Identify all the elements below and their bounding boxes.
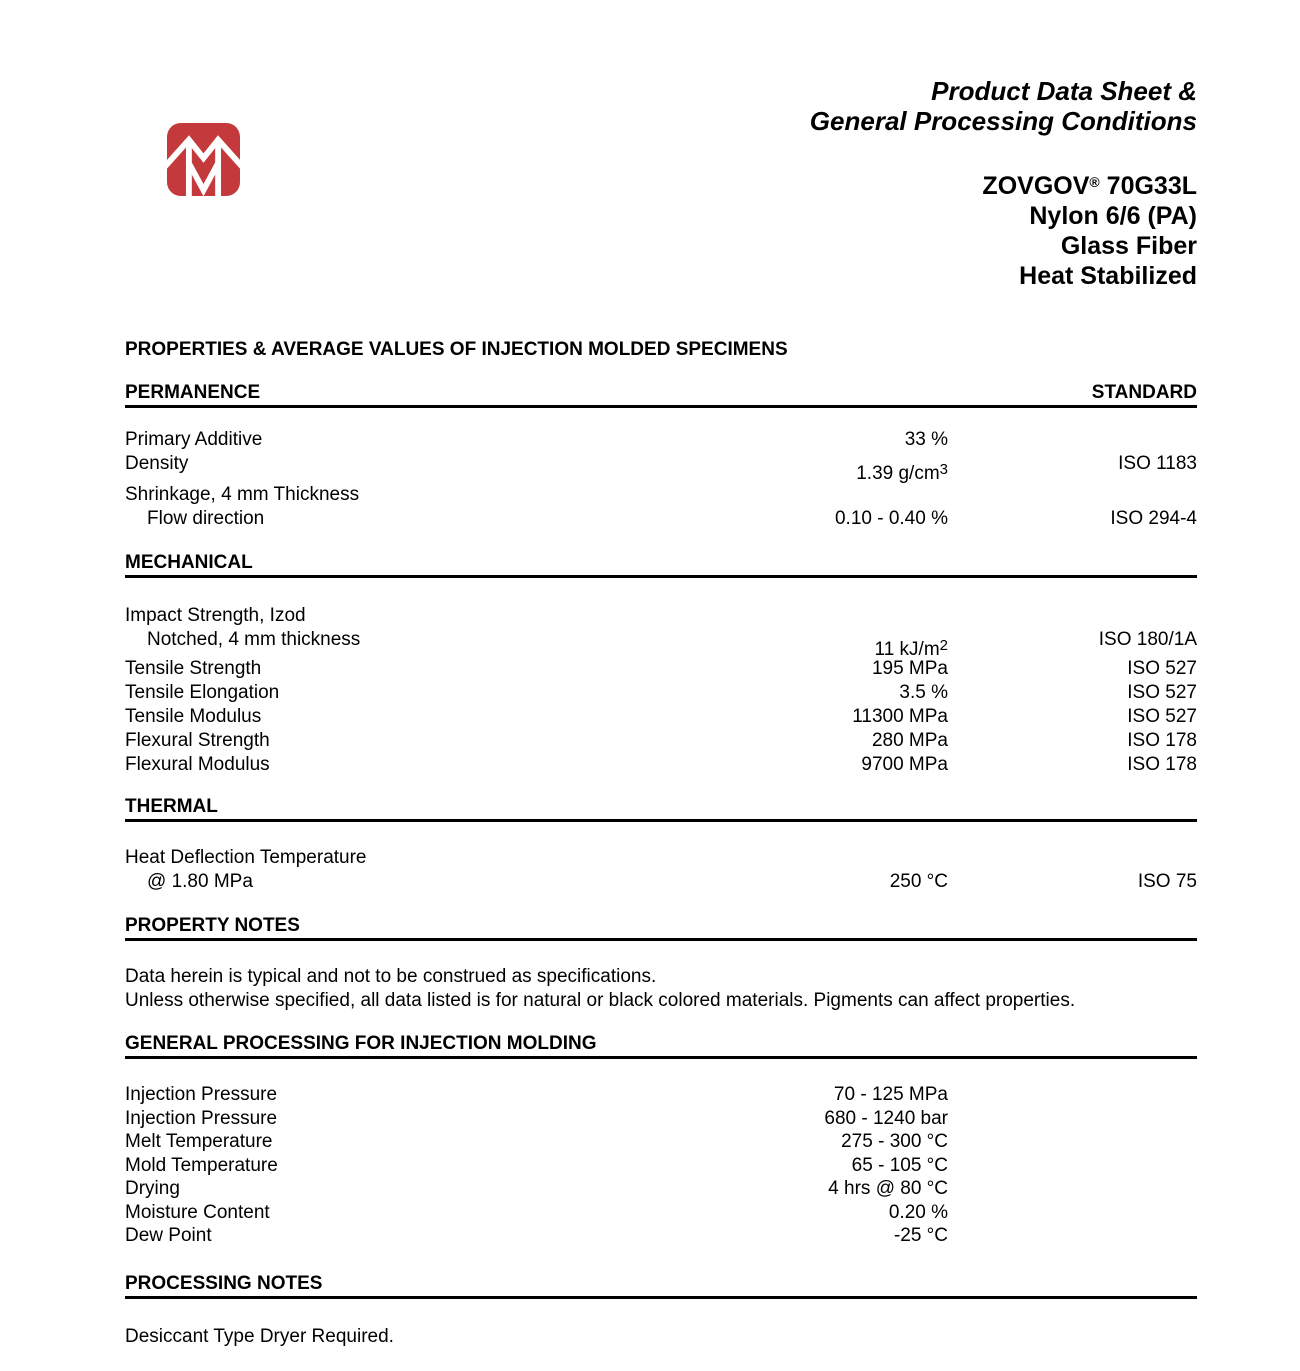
section-title-property-notes: PROPERTY NOTES (125, 915, 300, 936)
property-row (125, 753, 1197, 777)
property-value: 9700 MPa (861, 754, 948, 775)
section-title-processing: GENERAL PROCESSING FOR INJECTION MOLDING (125, 1033, 597, 1054)
property-label: Tensile Modulus (125, 706, 262, 727)
product-material: Nylon 6/6 (PA) (1029, 202, 1197, 230)
processing-rows (125, 1083, 1197, 1248)
property-row (125, 628, 1197, 660)
property-label: Shrinkage, 4 mm Thickness (125, 484, 360, 505)
processing-label: Drying (125, 1178, 180, 1199)
product-filler: Glass Fiber (1060, 232, 1197, 260)
processing-row (125, 1201, 1197, 1225)
superscript: 3 (939, 461, 948, 478)
property-row (125, 428, 1197, 452)
property-standard: ISO 178 (1127, 730, 1197, 751)
header (125, 0, 1197, 339)
property-standard: ISO 178 (1127, 754, 1197, 775)
permanence-rows (125, 428, 1197, 531)
document-title (810, 76, 1197, 136)
processing-label: Melt Temperature (125, 1131, 273, 1152)
processing-value: 0.20 % (888, 1201, 948, 1223)
note-line: Unless otherwise specified, all data listed is for natural or black colored materials. Pigments can affect properties. (125, 990, 1076, 1011)
processing-row (125, 1083, 1197, 1107)
section-property-notes (125, 916, 1197, 1013)
product-grade: 70G33L (1099, 172, 1197, 200)
processing-row (125, 1154, 1197, 1178)
property-standard: ISO 527 (1127, 682, 1197, 703)
processing-row (125, 1107, 1197, 1131)
property-notes-text (125, 965, 1197, 1013)
property-label: Tensile Strength (125, 658, 262, 679)
property-label: Tensile Elongation (125, 682, 280, 703)
property-value: 11300 MPa (852, 706, 948, 727)
property-label: Notched, 4 mm thickness (147, 629, 361, 650)
property-standard: ISO 527 (1127, 706, 1197, 727)
mm-monogram-icon (167, 122, 240, 197)
property-notes-header (125, 916, 1197, 941)
processing-label: Injection Pressure (125, 1107, 278, 1129)
processing-label: Dew Point (125, 1225, 212, 1246)
permanence-section-header (125, 383, 1197, 408)
product-name (810, 167, 1197, 201)
document-title-line1: Product Data Sheet & (931, 76, 1197, 106)
property-value: 280 MPa (871, 730, 948, 751)
processing-notes-text (125, 1325, 1197, 1349)
property-label: Flexural Strength (125, 730, 270, 751)
section-processing-notes (125, 1274, 1197, 1349)
properties-heading: PROPERTIES & AVERAGE VALUES OF INJECTION MOLDED SPECIMENS (125, 339, 788, 360)
processing-row (125, 1224, 1197, 1248)
processing-value: 4 hrs @ 80 °C (828, 1178, 948, 1199)
property-group-row (125, 604, 1197, 628)
property-group-row (125, 846, 1197, 870)
property-row (125, 507, 1197, 531)
property-value: 0.10 - 0.40 % (834, 508, 948, 529)
processing-value: 680 - 1240 bar (824, 1107, 948, 1129)
section-title-mechanical: MECHANICAL (125, 552, 253, 573)
processing-label: Moisture Content (125, 1201, 270, 1223)
property-row (125, 729, 1197, 753)
property-group-row (125, 483, 1197, 507)
standard-column-header: STANDARD (1091, 382, 1197, 403)
document-title-line2: General Processing Conditions (809, 106, 1197, 136)
thermal-section-header (125, 797, 1197, 822)
property-label: Heat Deflection Temperature (125, 847, 367, 868)
processing-value: 65 - 105 °C (851, 1154, 948, 1176)
page-content (125, 0, 1197, 1349)
processing-section-header (125, 1034, 1197, 1059)
mechanical-section-header (125, 553, 1197, 578)
property-standard: ISO 527 (1127, 658, 1197, 679)
property-row (125, 681, 1197, 705)
property-label: Density (125, 453, 189, 474)
processing-value: -25 °C (893, 1225, 948, 1246)
thermal-rows (125, 846, 1197, 894)
processing-value: 275 - 300 °C (841, 1131, 948, 1152)
processing-label: Mold Temperature (125, 1154, 278, 1176)
section-mechanical (125, 553, 1197, 777)
property-value: 3.5 % (899, 682, 948, 703)
section-processing (125, 1034, 1197, 1248)
company-logo (167, 122, 240, 197)
property-standard: ISO 294-4 (1110, 508, 1197, 529)
property-value: 195 MPa (871, 658, 948, 679)
property-row (125, 705, 1197, 729)
processing-label: Injection Pressure (125, 1084, 278, 1105)
product-brand: ZOVGOV (982, 172, 1090, 200)
property-label: Primary Additive (125, 429, 263, 450)
property-row (125, 870, 1197, 894)
processing-row (125, 1177, 1197, 1201)
processing-row (125, 1130, 1197, 1154)
section-title-permanence: PERMANENCE (125, 382, 261, 403)
superscript: 2 (939, 637, 948, 654)
section-permanence (125, 383, 1197, 531)
note-line: Data herein is typical and not to be construed as specifications. (125, 966, 657, 987)
property-row (125, 452, 1197, 484)
note-line: Desiccant Type Dryer Required. (125, 1325, 394, 1347)
property-label: @ 1.80 MPa (147, 871, 253, 892)
property-value: 1.39 $g/cm^3$ (856, 461, 948, 484)
property-value: 33 % (904, 429, 948, 450)
property-label: Flexural Modulus (125, 754, 270, 775)
property-value: 11 $kJ/m^2$ (874, 637, 948, 660)
property-standard: ISO 1183 (1118, 453, 1197, 474)
mechanical-rows (125, 604, 1197, 777)
property-standard: ISO 75 (1137, 871, 1197, 892)
property-row (125, 657, 1197, 681)
processing-value: 70 - 125 MPa (833, 1084, 948, 1105)
section-title-processing-notes: PROCESSING NOTES (125, 1272, 323, 1294)
registered-trademark-symbol: ® (1089, 174, 1100, 190)
property-standard: ISO 180/1A (1098, 629, 1197, 650)
section-thermal (125, 797, 1197, 894)
header-text (810, 76, 1197, 291)
property-label: Flow direction (147, 508, 265, 529)
section-title-thermal: THERMAL (125, 796, 218, 817)
processing-notes-header (125, 1274, 1197, 1299)
property-value: 250 °C (889, 871, 948, 892)
property-label: Impact Strength, Izod (125, 605, 306, 626)
product-stabilization: Heat Stabilized (1019, 262, 1197, 290)
product-identity (810, 167, 1197, 291)
